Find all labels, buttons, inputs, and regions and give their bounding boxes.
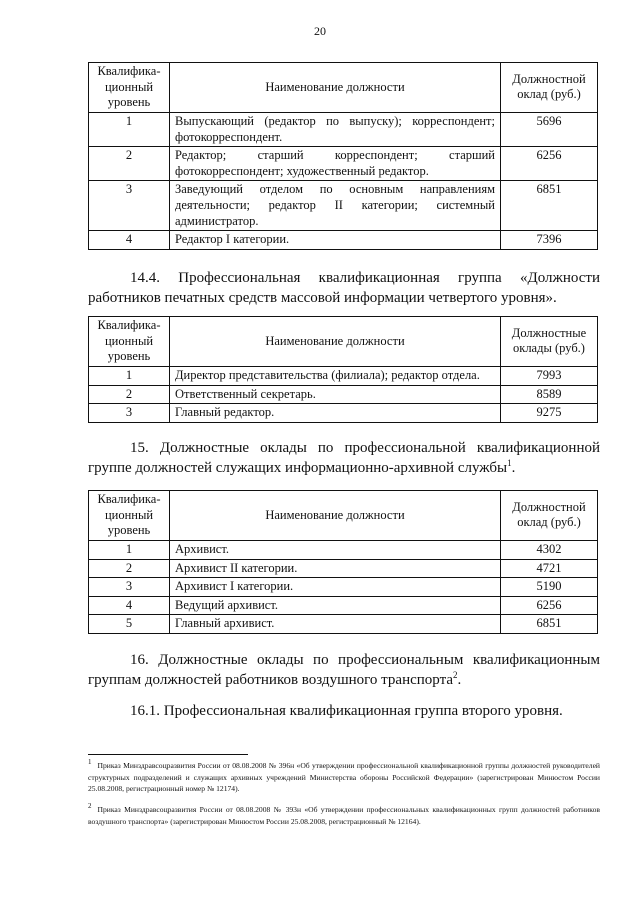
cell-position: Главный архивист. — [170, 615, 501, 634]
footnote-text: Приказ Минздравсоцразвития России от 08.08.2008 № 396н «Об утверждении профессиональной квалификационной группы должностей руководителей структурных подразделений и служащих архивных учреждений Министерства обороны Российской Федерации» (зарегистрирован Минюстом России 25.08.2008, регистрационный номер № 12174). — [88, 761, 600, 793]
cell-level: 1 — [89, 366, 170, 385]
header-position: Наименование должности — [170, 491, 501, 541]
cell-salary: 4302 — [501, 540, 598, 559]
footnote-ref-1[interactable]: 1 — [507, 458, 512, 468]
footnote-2 — [88, 804, 600, 827]
table-row — [89, 596, 598, 615]
cell-level: 1 — [89, 112, 170, 146]
header-position: Наименование должности — [170, 63, 501, 113]
cell-position: Редактор; старший корреспондент; старший фотокорреспондент; художественный редактор. — [170, 147, 501, 181]
cell-salary: 5190 — [501, 578, 598, 597]
cell-position: Ведущий архивист. — [170, 596, 501, 615]
section-15-text: 15. Должностные оклады по профессиональной квалификационной группе должностей служащих информационно-архивной службы — [88, 440, 600, 476]
cell-level: 3 — [89, 404, 170, 423]
header-level: Квалифика- ционный уровень — [89, 491, 170, 541]
cell-salary: 6851 — [501, 181, 598, 231]
cell-salary: 6256 — [501, 596, 598, 615]
header-level: Квалифика- ционный уровень — [89, 317, 170, 367]
footnote-text: Приказ Минздравсоцразвития России от 08.08.2008 № 393н «Об утверждении профессиональных квалификационных групп должностей работников воздушного транспорта» (зарегистрирован Минюстом России 25.08.2008, регистрационный № 12164). — [88, 805, 600, 826]
table-row — [89, 578, 598, 597]
cell-level: 2 — [89, 559, 170, 578]
cell-level: 2 — [89, 147, 170, 181]
table-row — [89, 559, 598, 578]
section-16-heading — [88, 650, 600, 690]
section-16-end: . — [457, 672, 462, 688]
table-row — [89, 615, 598, 634]
footnote-mark: 1 — [88, 758, 92, 766]
table-row — [89, 147, 598, 181]
table-row — [89, 404, 598, 423]
cell-level: 2 — [89, 385, 170, 404]
cell-position: Главный редактор. — [170, 404, 501, 423]
cell-level: 5 — [89, 615, 170, 634]
cell-level: 4 — [89, 231, 170, 250]
salary-table-archivists — [88, 490, 598, 634]
cell-salary: 6256 — [501, 147, 598, 181]
cell-position: Архивист. — [170, 540, 501, 559]
table-row — [89, 231, 598, 250]
section-15-end: . — [511, 460, 516, 476]
cell-position: Архивист II категории. — [170, 559, 501, 578]
cell-level: 4 — [89, 596, 170, 615]
cell-salary: 4721 — [501, 559, 598, 578]
footnote-divider — [88, 754, 248, 755]
cell-level: 3 — [89, 181, 170, 231]
cell-salary: 6851 — [501, 615, 598, 634]
footnote-1 — [88, 760, 600, 794]
footnote-mark: 2 — [88, 802, 92, 810]
salary-table-editors-level-4 — [88, 316, 598, 423]
cell-position: Выпускающий (редактор по выпуску); корреспондент; фотокорреспондент. — [170, 112, 501, 146]
table-row — [89, 181, 598, 231]
section-14-4-heading: 14.4. Профессиональная квалификационная группа «Должности работников печатных средств массовой информации четвертого уровня». — [88, 270, 600, 306]
cell-salary: 8589 — [501, 385, 598, 404]
cell-salary: 7396 — [501, 231, 598, 250]
cell-position: Ответственный секретарь. — [170, 385, 501, 404]
cell-salary: 5696 — [501, 112, 598, 146]
cell-position: Заведующий отделом по основным направлениям деятельности; редактор II категории; системный администратор. — [170, 181, 501, 231]
cell-level: 3 — [89, 578, 170, 597]
table-row — [89, 112, 598, 146]
cell-salary: 7993 — [501, 366, 598, 385]
section-16-text: 16. Должностные оклады по профессиональным квалификационным группам должностей работников воздушного транспорта — [88, 652, 600, 688]
cell-level: 1 — [89, 540, 170, 559]
page-number: 20 — [314, 24, 326, 38]
header-salary: Должностной оклад (руб.) — [501, 63, 598, 113]
table-row — [89, 366, 598, 385]
cell-salary: 9275 — [501, 404, 598, 423]
header-salary: Должностной оклад (руб.) — [501, 491, 598, 541]
cell-position: Архивист I категории. — [170, 578, 501, 597]
table-row — [89, 385, 598, 404]
section-15-heading — [88, 438, 600, 478]
table-row — [89, 540, 598, 559]
section-16-1-heading: 16.1. Профессиональная квалификационная группа второго уровня. — [130, 703, 563, 719]
header-level: Квалифика- ционный уровень — [89, 63, 170, 113]
footnote-ref-2[interactable]: 2 — [452, 670, 458, 680]
cell-position: Редактор I категории. — [170, 231, 501, 250]
cell-position: Директор представительства (филиала); редактор отдела. — [170, 366, 501, 385]
salary-table-editors — [88, 62, 598, 250]
header-position: Наименование должности — [170, 317, 501, 367]
header-salary: Должностные оклады (руб.) — [501, 317, 598, 367]
